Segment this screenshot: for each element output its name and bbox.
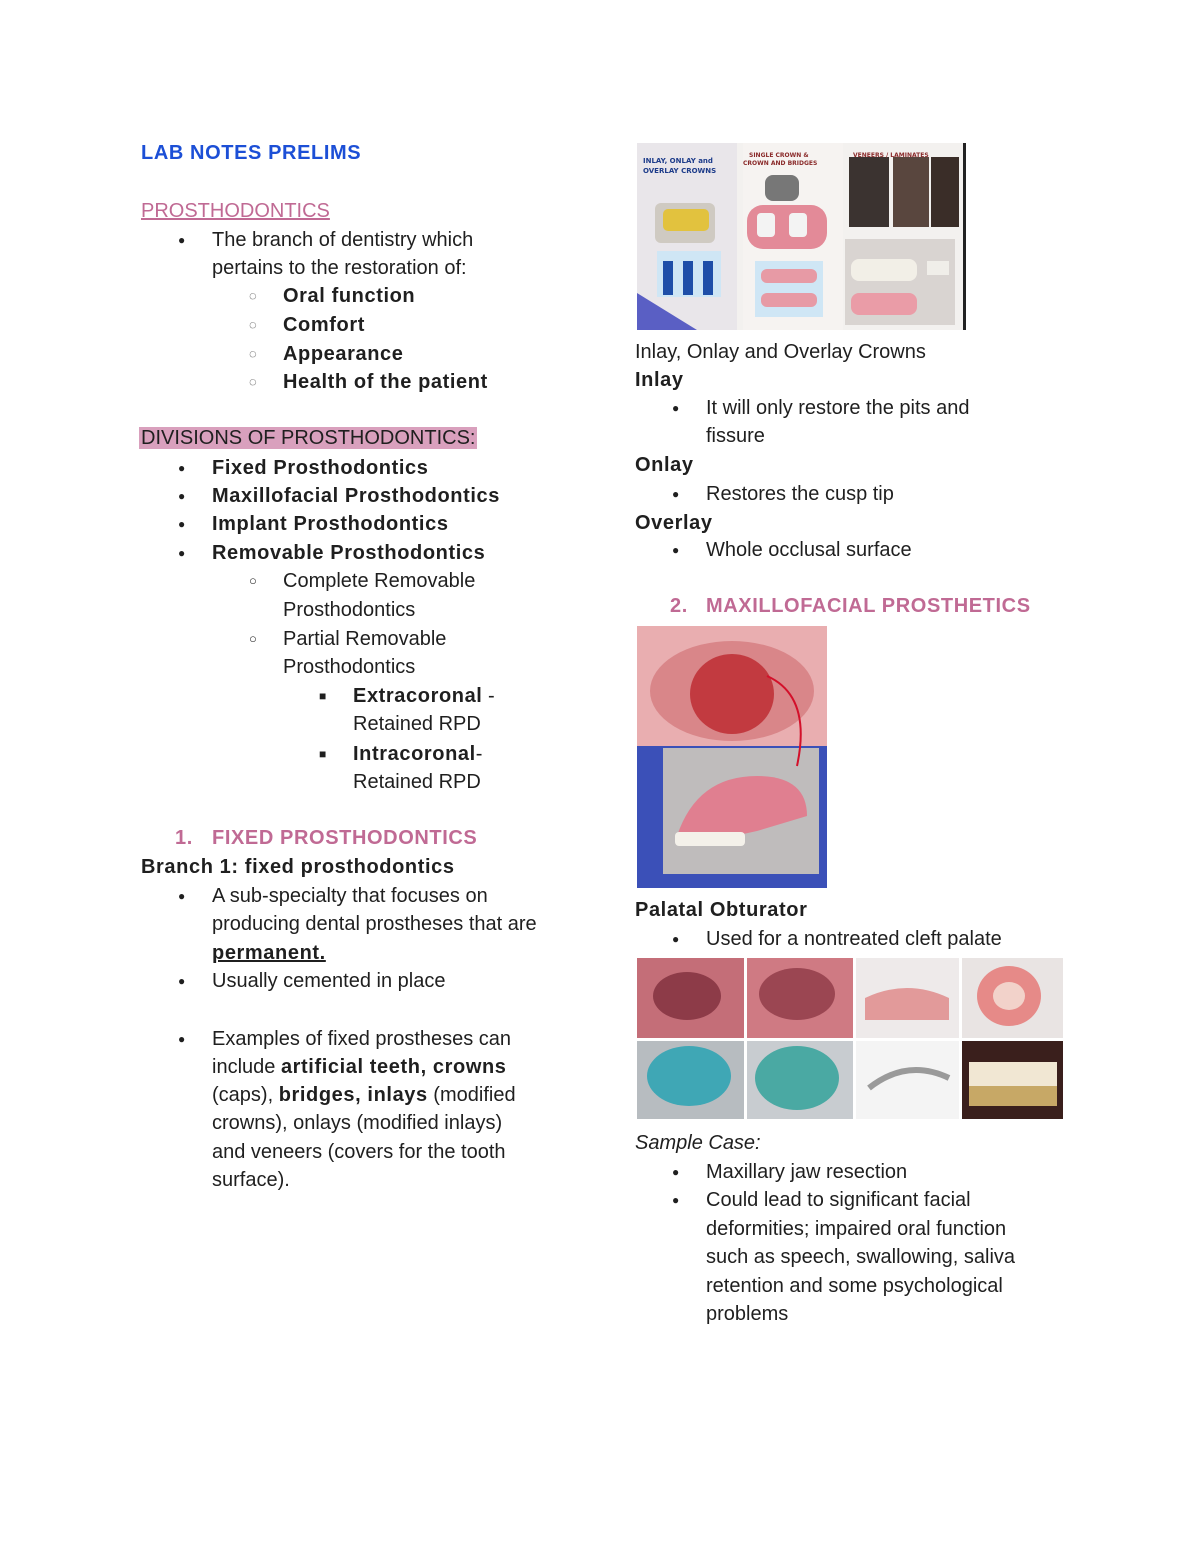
inlay-label: Inlay: [635, 369, 684, 391]
removable-sub-1-cont: Prosthodontics: [283, 599, 416, 621]
img1-label: INLAY, ONLAY and: [643, 157, 713, 165]
division-item: ● Implant Prosthodontics: [212, 510, 449, 538]
examples-line-6: surface).: [212, 1169, 290, 1191]
image-caption: Inlay, Onlay and Overlay Crowns: [635, 341, 926, 363]
examples-text: (modified: [427, 1084, 516, 1106]
division-item: ● Removable Prosthodontics: [212, 539, 485, 567]
definition-line-2: pertains to the restoration of:: [212, 257, 467, 279]
crowns-collage-graphic: [637, 143, 966, 330]
img1-label: CROWN AND BRIDGES: [743, 160, 818, 167]
intracoronal-item: [353, 740, 482, 768]
obturator-desc: ● Used for a nontreated cleft palate: [706, 925, 1002, 953]
extracoronal-item: [353, 682, 495, 710]
case-item-2-cont: such as speech, swallowing, saliva: [706, 1246, 1016, 1268]
prosthodontics-heading: PROSTHODONTICS: [141, 200, 330, 222]
examples-line-2: [212, 1053, 507, 1081]
examples-bold: bridges, inlays: [278, 1084, 428, 1106]
extracoronal-rest: -: [482, 685, 495, 707]
obturator-label: Palatal Obturator: [635, 899, 808, 921]
divisions-heading-text: DIVISIONS OF PROSTHODONTICS:: [141, 427, 476, 449]
case-item-2-cont: deformities; impaired oral function: [706, 1218, 1007, 1240]
removable-sub-2: ○ Partial Removable: [283, 625, 446, 653]
sub-specialty-line-1: ● A sub-specialty that focuses on: [212, 882, 488, 910]
intracoronal-line-2: Retained RPD: [353, 771, 481, 793]
img1-label: OVERLAY CROWNS: [643, 167, 717, 175]
img1-label: VENEERS / LAMINATES: [853, 152, 929, 159]
restoration-item: ◌ Health of the patient: [283, 368, 488, 396]
case-item-2: ● Could lead to significant facial: [706, 1186, 971, 1214]
intracoronal-rest: -: [475, 743, 483, 765]
restoration-item: ◌ Appearance: [283, 340, 404, 368]
img1-label: SINGLE CROWN &: [749, 152, 809, 159]
overlay-desc: ● Whole occlusal surface: [706, 536, 912, 564]
restoration-item: ◌ Comfort: [283, 311, 365, 339]
crowns-collage-image: [637, 143, 966, 330]
onlay-desc: ● Restores the cusp tip: [706, 480, 894, 508]
examples-line-3: [212, 1081, 516, 1109]
examples-bold: artificial teeth, crowns: [280, 1056, 507, 1078]
removable-sub-1: ○ Complete Removable: [283, 567, 475, 595]
maxillofacial-heading-number: 2.: [670, 595, 688, 617]
maxillofacial-heading: MAXILLOFACIAL PROSTHETICS: [706, 595, 1031, 617]
cemented-item: ● Usually cemented in place: [212, 967, 445, 995]
branch-1-label: Branch 1: fixed prosthodontics: [141, 856, 455, 878]
inlay-desc-1: ● It will only restore the pits and: [706, 394, 969, 422]
photo-grid-graphic: [637, 958, 1063, 1119]
fixed-heading: FIXED PROSTHODONTICS: [212, 827, 478, 849]
case-item-2-cont: problems: [706, 1303, 789, 1325]
page-title: LAB NOTES PRELIMS: [141, 142, 362, 164]
examples-text: (caps),: [212, 1084, 279, 1106]
intracoronal-bold: Intracoronal: [353, 743, 476, 765]
fixed-heading-number: 1.: [175, 827, 193, 849]
obturator-graphic: [637, 626, 827, 888]
definition-line-1: ● The branch of dentistry which: [212, 226, 473, 254]
palatal-obturator-image: [637, 626, 827, 888]
overlay-label: Overlay: [635, 512, 713, 534]
examples-text: include: [212, 1056, 281, 1078]
extracoronal-line-2: Retained RPD: [353, 713, 481, 735]
divisions-heading: [139, 424, 477, 452]
onlay-label: Onlay: [635, 454, 694, 476]
examples-line-4: crowns), onlays (modified inlays): [212, 1112, 503, 1134]
case-item-2-cont: retention and some psychological: [706, 1275, 1003, 1297]
inlay-desc-2: fissure: [706, 425, 765, 447]
sub-specialty-line-2: producing dental prostheses that are: [212, 913, 537, 935]
division-item: ● Maxillofacial Prosthodontics: [212, 482, 500, 510]
maxillofacial-photo-grid: [637, 958, 1063, 1119]
removable-sub-2-cont: Prosthodontics: [283, 656, 416, 678]
restoration-item: ◌ Oral function: [283, 282, 415, 310]
sub-specialty-line-3: permanent.: [212, 942, 326, 964]
examples-line-5: and veneers (covers for the tooth: [212, 1141, 506, 1163]
extracoronal-bold: Extracoronal: [353, 685, 483, 707]
examples-line-1: ● Examples of fixed prostheses can: [212, 1025, 511, 1053]
division-item: ● Fixed Prosthodontics: [212, 454, 428, 482]
sample-case-label: Sample Case:: [635, 1132, 761, 1154]
case-item-1: ● Maxillary jaw resection: [706, 1158, 907, 1186]
